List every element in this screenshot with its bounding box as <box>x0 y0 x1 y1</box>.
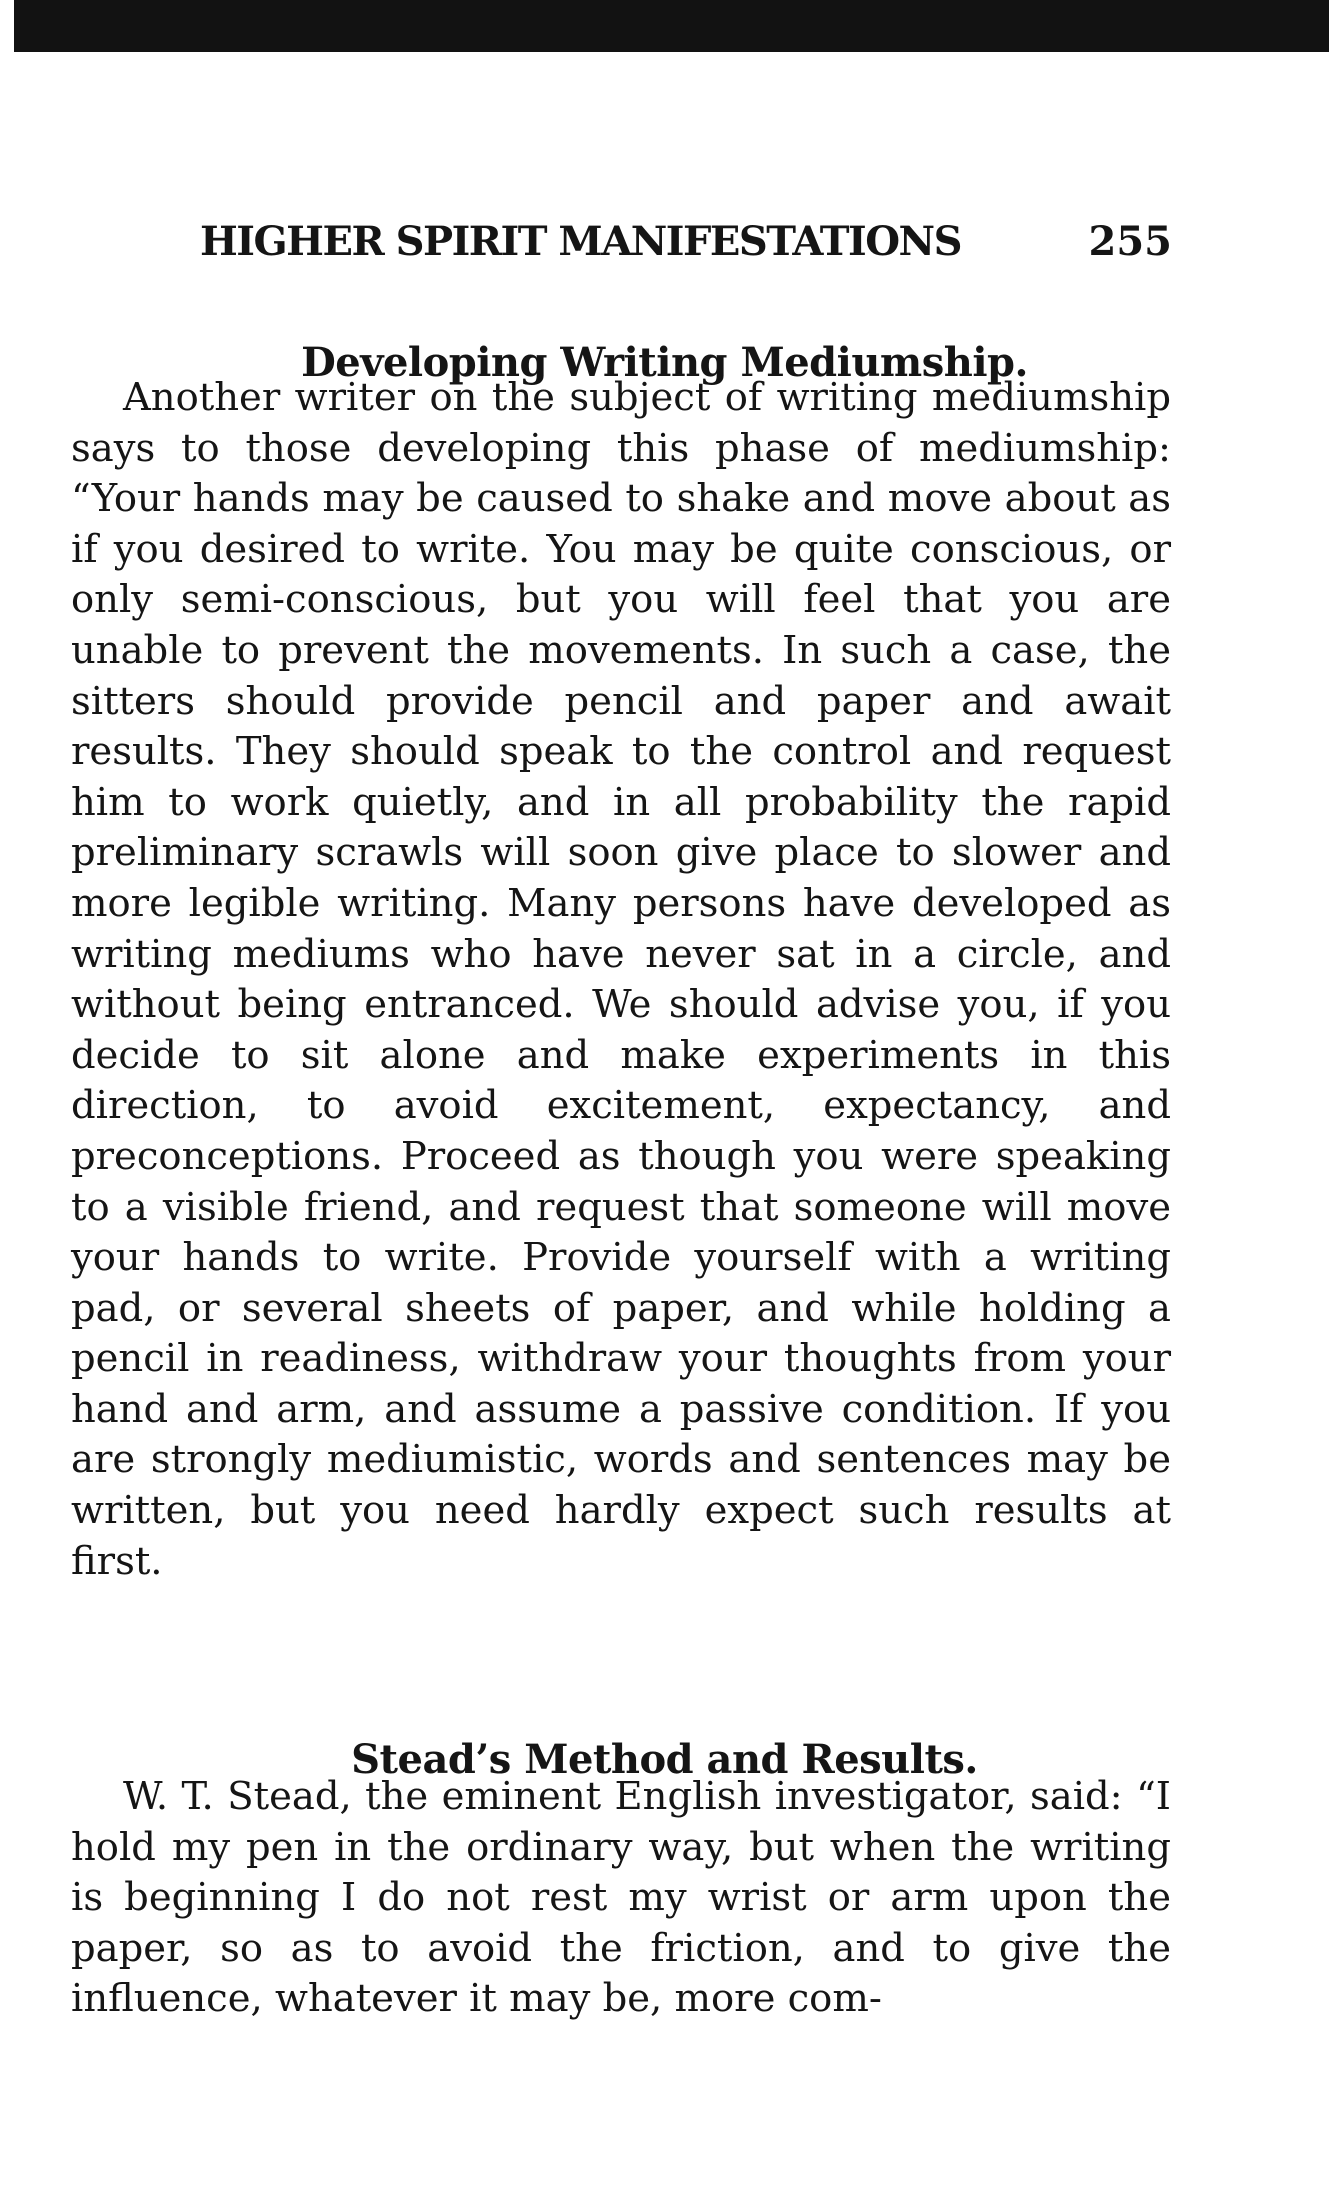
body-paragraph-developing-writing: Another writer on the subject of writing mediumship says to those developing this phase of mediumship: “Your hands may be caused to shake and move about as if you desired to write. You may be quite conscious, or only semi-conscious, but you will feel that you are unable to prevent the movements. In such a case, the sitters should provide pencil and paper and await results. They should speak to the control and request him to work quietly, and in all probability the rapid preliminary scrawls will soon give place to slower and more legible writing. Many persons have developed as writing mediums who have never sat in a circle, and without being entranced. We should advise you, if you decide to sit alone and make experiments in this direction, to avoid excitement, expectancy, and preconceptions. Proceed as though you were speaking to a visible friend, and request that someone will move your hands to write. Provide yourself with a writing pad, or several sheets of paper, and while holding a pencil in readiness, withdraw your thoughts from your hand and arm, and assume a passive condition. If you are strongly mediumistic, words and sentences may be written, but you need hardly expect such results at first. <box>71 375 1171 1584</box>
running-head <box>200 212 1172 272</box>
section-heading-steads-method: Stead’s Method and Results. <box>351 1736 978 1784</box>
running-head-title: HIGHER SPIRIT MANIFESTATIONS <box>200 218 961 265</box>
body-paragraph-steads-method: W. T. Stead, the eminent English investigator, said: “I hold my pen in the ordinary way, but when the writing is beginning I do not rest my wrist or arm upon the paper, so as to avoid the friction, and to give the influence, whatever it may be, more com- <box>71 1774 1171 2022</box>
scan-top-border <box>14 0 1329 52</box>
section-heading-developing-writing: Developing Writing Mediumship. <box>301 339 1028 387</box>
page-number: 255 <box>1088 218 1172 265</box>
